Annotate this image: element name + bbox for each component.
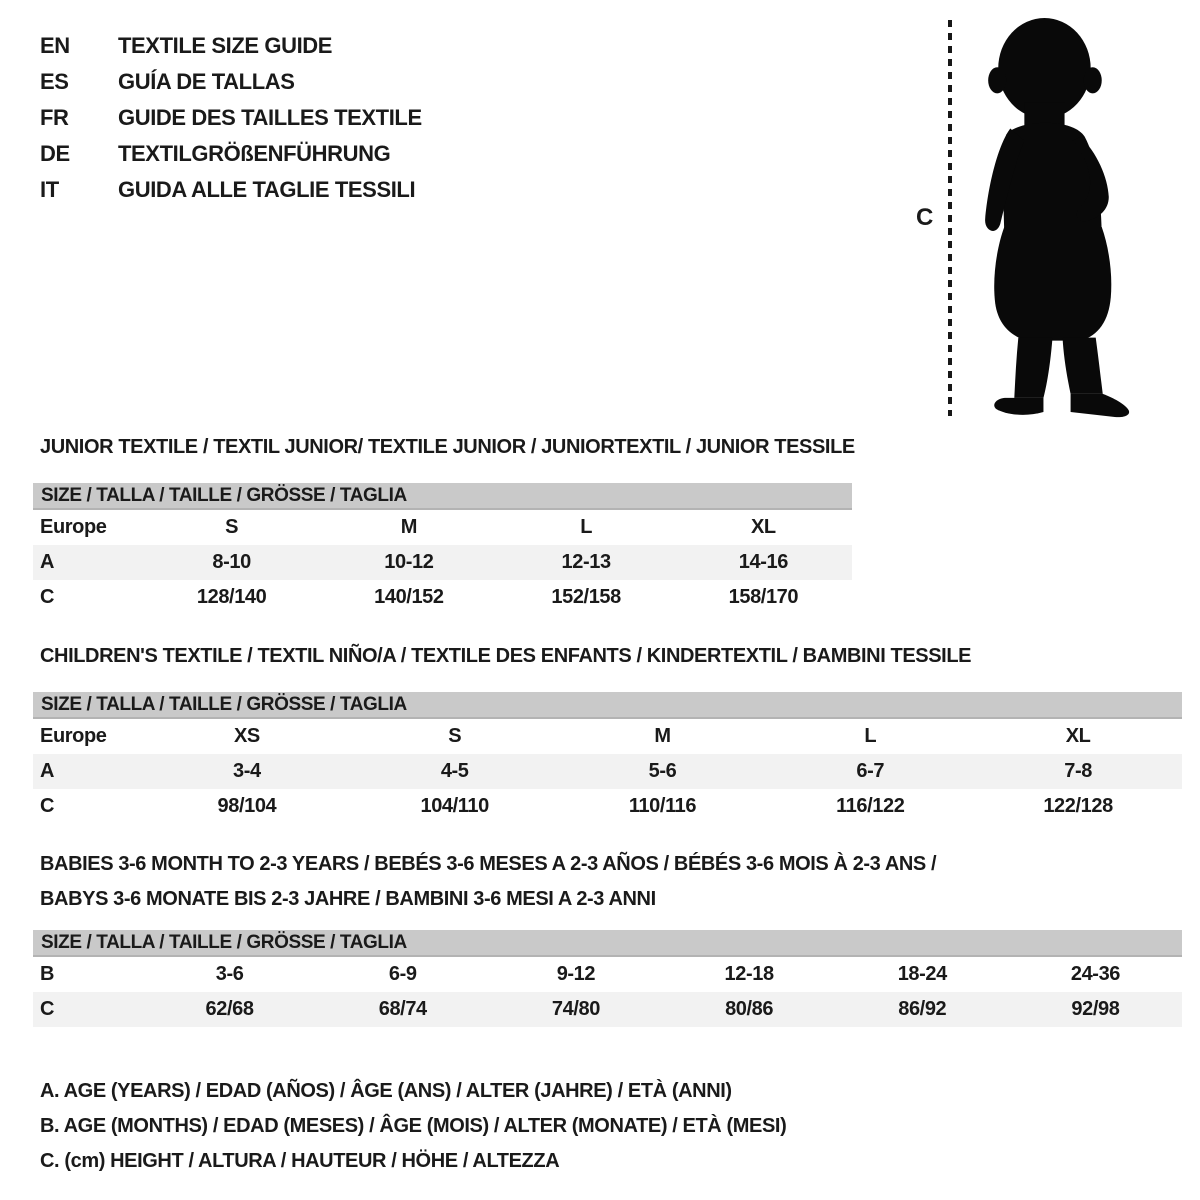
language-title: GUIDA ALLE TAGLIE TESSILI bbox=[118, 177, 416, 202]
section-junior bbox=[33, 436, 1200, 615]
section-title bbox=[33, 436, 1200, 458]
row-label: A bbox=[40, 551, 55, 573]
legend-line-a: A. AGE (YEARS) / EDAD (AÑOS) / ÂGE (ANS) / ALTER (JAHRE) / ETÀ (ANNI) bbox=[40, 1080, 732, 1102]
row-label: C bbox=[40, 998, 55, 1020]
cell-value: 140/152 bbox=[374, 586, 444, 608]
language-code: EN bbox=[40, 33, 70, 58]
legend-line-c: C. (cm) HEIGHT / ALTURA / HAUTEUR / HÖHE / ALTEZZA bbox=[40, 1150, 560, 1172]
language-row bbox=[40, 136, 422, 172]
section-title-line: CHILDREN'S TEXTILE / TEXTIL NIÑO/A / TEXTILE DES ENFANTS / KINDERTEXTIL / BAMBINI TESSILE bbox=[40, 645, 972, 667]
language-row bbox=[40, 172, 422, 208]
language-row bbox=[40, 28, 422, 64]
cell-value: 104/110 bbox=[420, 795, 489, 817]
cell-value: M bbox=[654, 725, 671, 747]
size-header-bar: SIZE / TALLA / TAILLE / GRÖSSE / TAGLIA bbox=[33, 692, 1182, 719]
cell-value: L bbox=[864, 725, 877, 747]
cell-value: 7-8 bbox=[1064, 760, 1092, 782]
measurement-legend bbox=[40, 1074, 1200, 1179]
row-label: A bbox=[40, 760, 55, 782]
cell-value: 80/86 bbox=[725, 998, 774, 1020]
table-row bbox=[33, 510, 852, 545]
cell-value: S bbox=[225, 516, 239, 538]
language-row bbox=[40, 64, 422, 100]
cell-value: 24-36 bbox=[1070, 963, 1121, 985]
row-label: Europe bbox=[40, 516, 107, 538]
cell-value: 110/116 bbox=[628, 795, 697, 817]
size-table bbox=[33, 719, 1182, 824]
language-code: IT bbox=[40, 177, 59, 202]
section-children bbox=[33, 645, 1200, 824]
language-title-list bbox=[40, 28, 422, 208]
cell-value: 152/158 bbox=[551, 586, 621, 608]
language-title: GUÍA DE TALLAS bbox=[118, 69, 295, 94]
language-title: TEXTILGRÖßENFÜHRUNG bbox=[118, 141, 391, 166]
language-code: ES bbox=[40, 69, 69, 94]
language-row bbox=[40, 100, 422, 136]
cell-value: 18-24 bbox=[897, 963, 947, 985]
cell-value: 68/74 bbox=[378, 998, 427, 1020]
table-row bbox=[33, 992, 1182, 1027]
language-title: TEXTILE SIZE GUIDE bbox=[118, 33, 333, 58]
cell-value: 9-12 bbox=[556, 963, 596, 985]
section-title-line: BABIES 3-6 MONTH TO 2-3 YEARS / BEBÉS 3-6 MESES A 2-3 AÑOS / BÉBÉS 3-6 MOIS À 2-3 ANS / bbox=[40, 853, 937, 875]
legend-line-b: B. AGE (MONTHS) / EDAD (MESES) / ÂGE (MOIS) / ALTER (MONATE) / ETÀ (MESI) bbox=[40, 1115, 787, 1137]
language-code: FR bbox=[40, 105, 69, 130]
cell-value: L bbox=[580, 516, 593, 538]
cell-value: 6-9 bbox=[388, 963, 417, 985]
cell-value: 4-5 bbox=[440, 760, 469, 782]
cell-value: 92/98 bbox=[1071, 998, 1120, 1020]
size-header-bar: SIZE / TALLA / TAILLE / GRÖSSE / TAGLIA bbox=[33, 930, 1182, 957]
cell-value: 116/122 bbox=[836, 795, 905, 817]
cell-value: 3-4 bbox=[233, 760, 261, 782]
size-table bbox=[33, 510, 852, 615]
row-label: Europe bbox=[40, 725, 107, 747]
cell-value: XL bbox=[750, 516, 776, 538]
cell-value: 8-10 bbox=[212, 551, 251, 573]
cell-value: 3-6 bbox=[215, 963, 244, 985]
cell-value: 6-7 bbox=[856, 760, 885, 782]
language-title: GUIDE DES TAILLES TEXTILE bbox=[118, 105, 422, 130]
table-row bbox=[33, 754, 1182, 789]
size-header-bar: SIZE / TALLA / TAILLE / GRÖSSE / TAGLIA bbox=[33, 483, 852, 510]
table-row bbox=[33, 789, 1182, 824]
cell-value: 128/140 bbox=[196, 586, 267, 608]
language-code: DE bbox=[40, 141, 70, 166]
section-babies bbox=[33, 847, 1200, 1027]
cell-value: 5-6 bbox=[648, 760, 677, 782]
cell-value: 62/68 bbox=[205, 998, 254, 1020]
cell-value: M bbox=[400, 516, 417, 538]
cell-value: 12-13 bbox=[561, 551, 611, 573]
height-dashed-line bbox=[948, 20, 952, 416]
section-title-line: JUNIOR TEXTILE / TEXTIL JUNIOR/ TEXTILE JUNIOR / JUNIORTEXTIL / JUNIOR TESSILE bbox=[40, 436, 855, 458]
toddler-silhouette-icon bbox=[966, 16, 1141, 418]
height-measure-figure bbox=[900, 0, 1190, 420]
cell-value: 122/128 bbox=[1043, 795, 1113, 817]
cell-value: XS bbox=[233, 725, 260, 747]
section-title bbox=[33, 847, 1200, 917]
size-table bbox=[33, 957, 1182, 1027]
cell-value: 86/92 bbox=[898, 998, 947, 1020]
cell-value: 158/170 bbox=[728, 586, 799, 608]
section-title-line: BABYS 3-6 MONATE BIS 2-3 JAHRE / BAMBINI 3-6 MESI A 2-3 ANNI bbox=[40, 888, 656, 910]
cell-value: 14-16 bbox=[738, 551, 788, 573]
row-label: C bbox=[40, 795, 55, 817]
table-row bbox=[33, 957, 1182, 992]
table-row bbox=[33, 580, 852, 615]
cell-value: XL bbox=[1065, 725, 1091, 747]
table-row bbox=[33, 719, 1182, 754]
header-area bbox=[0, 0, 1200, 420]
cell-value: 10-12 bbox=[384, 551, 434, 573]
height-c-label: C bbox=[916, 204, 933, 231]
cell-value: S bbox=[448, 725, 462, 747]
table-row bbox=[33, 545, 852, 580]
cell-value: 12-18 bbox=[724, 963, 774, 985]
cell-value: 74/80 bbox=[551, 998, 600, 1020]
cell-value: 98/104 bbox=[217, 795, 277, 817]
row-label: B bbox=[40, 963, 55, 985]
row-label: C bbox=[40, 586, 55, 608]
section-title bbox=[33, 645, 1200, 667]
